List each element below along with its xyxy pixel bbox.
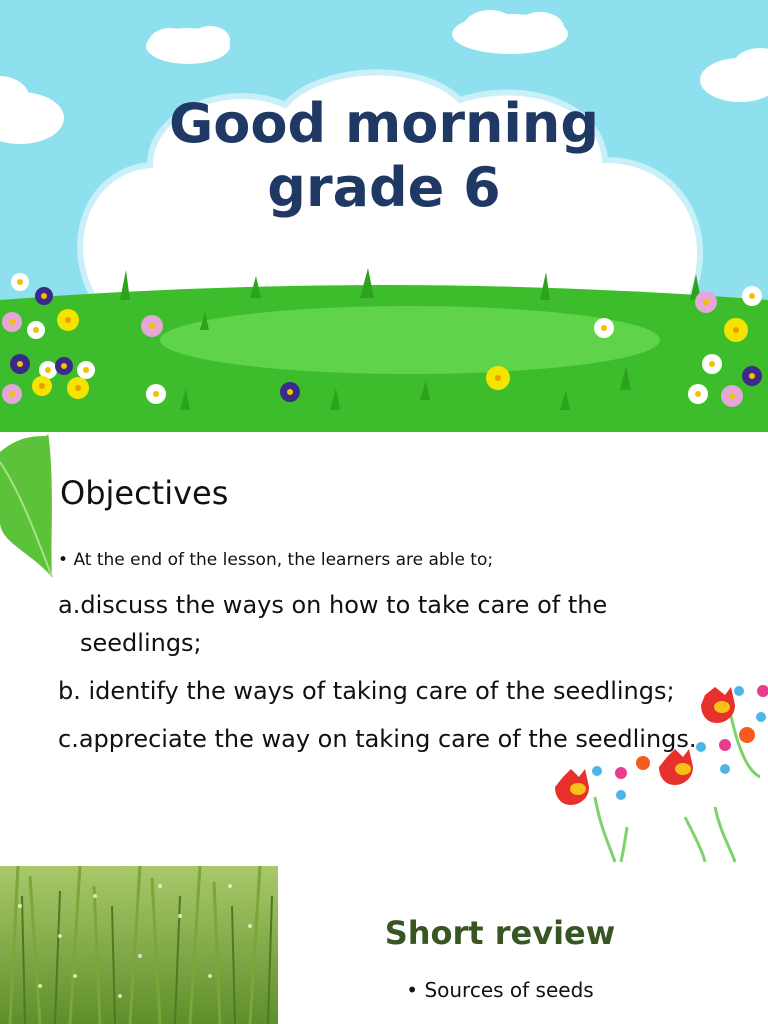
title-slide	[0, 0, 768, 432]
review-item: • Sources of seeds	[406, 978, 594, 1002]
objective-label: a.	[58, 591, 81, 619]
review-heading: Short review	[384, 914, 616, 952]
grass-photo	[0, 866, 278, 1024]
objectives-intro-text: At the end of the lesson, the learners are able to;	[73, 550, 494, 570]
title-line-1: Good morning	[168, 92, 600, 155]
objective-text-cont: seedlings;	[80, 629, 202, 657]
leaf-icon	[0, 432, 60, 582]
slide-title	[0, 92, 768, 220]
objective-item-c	[58, 720, 697, 758]
objective-label: c.	[58, 725, 79, 753]
objective-text: appreciate the way on taking care of the seedlings.	[78, 725, 697, 753]
objectives-heading: Objectives	[60, 474, 229, 512]
objective-text: discuss the ways on how to take care of the	[80, 591, 608, 619]
objectives-intro: • At the end of the lesson, the learners are able to;	[58, 550, 494, 570]
objective-label: b.	[58, 677, 81, 705]
objective-item-b	[58, 672, 675, 710]
title-line-2: grade 6	[267, 156, 501, 219]
review-item-text: Sources of seeds	[424, 978, 594, 1002]
objective-item-a	[58, 586, 607, 662]
objective-text: identify the ways of taking care of the seedlings;	[88, 677, 675, 705]
